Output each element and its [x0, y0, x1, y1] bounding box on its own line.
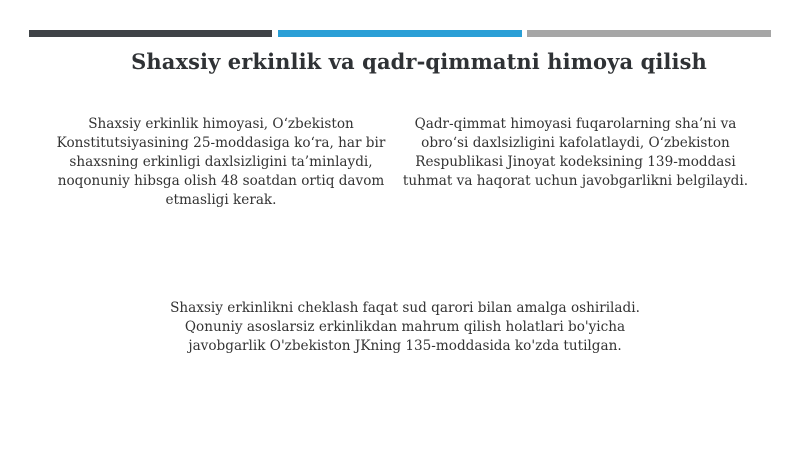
header-bar-gray	[527, 30, 771, 37]
decorative-header-bars	[29, 30, 771, 38]
left-paragraph: Shaxsiy erkinlik himoyasi, O‘zbekiston Konstitutsiyasining 25-moddasiga ko‘ra, har bir shaxsning erkinligi daxlsizligini ta’minlaydi, noqonuniy hibsga olish 48 soatdan ortiq davom etmasligi kerak.	[56, 116, 386, 208]
header-bar-dark	[29, 30, 272, 37]
bottom-paragraph: Shaxsiy erkinlikni cheklash faqat sud qarori bilan amalga oshiriladi. Qonuniy asoslarsiz erkinlikdan mahrum qilish holatlari bo'yicha javobgarlik O'zbekiston JKning 135-moddasida ko'zda tutilgan.	[170, 300, 640, 354]
right-paragraph: Qadr-qimmat himoyasi fuqarolarning sha’ni va obro‘si daxlsizligini kafolatlaydi, O‘zbekiston Respublikasi Jinoyat kodeksining 139-moddasi tuhmat va haqorat uchun javobgarlikni belgilaydi.	[402, 116, 749, 189]
slide-title: Shaxsiy erkinlik va qadr-qimmatni himoya qilish	[131, 49, 707, 74]
header-bar-blue	[278, 30, 522, 37]
